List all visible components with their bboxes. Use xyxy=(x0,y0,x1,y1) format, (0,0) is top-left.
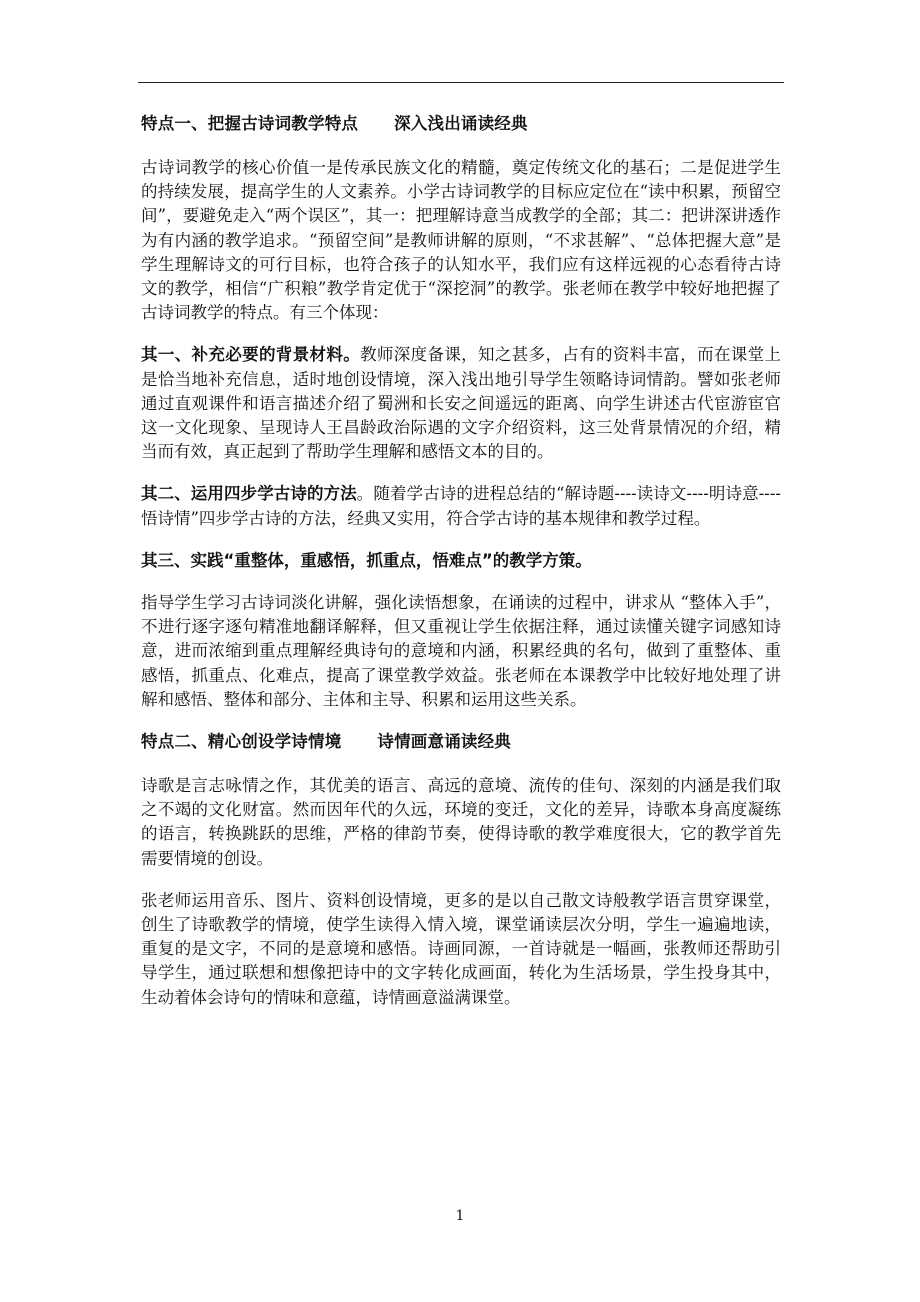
section2-title: 特点二、精心创设学诗情境 xyxy=(141,732,342,752)
header-rule xyxy=(138,82,784,83)
page-number: 1 xyxy=(455,1208,465,1224)
point2-paragraph xyxy=(141,482,781,530)
section1-title: 特点一、把握古诗词教学特点 xyxy=(141,114,359,133)
point1-body: 教师深度备课，知之甚多，占有的资料丰富，而在课堂上是恰当地补充信息，适时地创设情境，深入浅出地引导学生领略诗词情韵。譬如张老师通过直观课件和语言描述介绍了蜀洲和长安之间遥远的距离、向学生讲述古代宦游宦官这一文化现象、呈现诗人王昌龄政治际遇的文字介绍资料，这三处背景情况的介绍，精当而有效，真正起到了帮助学生理解和感悟文本的目的。 xyxy=(141,345,782,462)
point3-heading: 其三、实践“重整体，重感悟，抓重点，悟难点”的教学方策。 xyxy=(141,550,592,570)
section1-heading xyxy=(141,112,781,136)
section2-para1: 诗歌是言志咏情之作，其优美的语言、高远的意境、流传的佳句、深刻的内涵是我们取之不竭的文化财富。然而因年代的久远，环境的变迁，文化的差异，诗歌本身高度凝练的语言，转换跳跃的思维，严格的律韵节奏，使得诗歌的教学难度很大，它的教学首先需要情境的创设。 xyxy=(141,776,781,868)
section2-heading xyxy=(141,730,781,754)
section1-intro: 古诗词教学的核心价值一是传承民族文化的精髓，奠定传统文化的基石；二是促进学生的持续发展，提高学生的人文素养。小学古诗词教学的目标应定位在“读中积累，预留空间”，要避免走入“两个误区”，其一：把理解诗意当成教学的全部；其二：把讲深讲透作为有内涵的教学追求。“预留空间”是教师讲解的原则，“不求甚解”、“总体把握大意”是学生理解诗文的可行目标，也符合孩子的认知水平，我们应有这样远视的心态看待古诗文的教学，相信“广积粮”教学肯定优于“深挖洞”的教学。张老师在教学中较好地把握了古诗词教学的特点。有三个体现： xyxy=(141,158,781,323)
section2-para2: 张老师运用音乐、图片、资料创设情境，更多的是以自己散文诗般教学语言贯穿课堂，创生了诗歌教学的情境，使学生读得入情入境，课堂诵读层次分明，学生一遍遍地读，重复的是文字，不同的是意境和感悟。诗画同源，一首诗就是一幅画，张教师还帮助引导学生，通过联想和想像把诗中的文字转化成画面，转化为生活场景，学生投身其中，生动着体会诗句的情味和意蕴，诗情画意溢满课堂。 xyxy=(141,890,781,1007)
point2-lead: 其二、运用四步学古诗的方法 xyxy=(141,484,357,504)
document-body xyxy=(141,100,781,1028)
point3-body: 指导学生学习古诗词淡化讲解，强化读悟想象，在诵读的过程中，讲求从 “整体入手”，不进行逐字逐句精准地翻译解释，但又重视让学生依据注释，通过读懂关键字词感知诗意，进而浓缩到重点理解经典诗句的意境和内涵，积累经典的名句，做到了重整体、重感悟，抓重点、化难点，提高了课堂教学效益。张老师在本课教学中比较好地处理了讲解和感悟、整体和部分、主体和主导、积累和运用这些关系。 xyxy=(141,593,781,709)
point2-body: 。随着学古诗的进程总结的“解诗题----读诗文----明诗意----悟诗情”四步学古诗的方法，经典又实用，符合学古诗的基本规律和教学过程。 xyxy=(141,484,782,528)
section2-subtitle: 诗情画意诵读经典 xyxy=(377,732,512,752)
section1-subtitle: 深入浅出诵读经典 xyxy=(394,114,528,133)
point1-lead: 其一、补充必要的背景材料。 xyxy=(141,345,361,365)
point1-paragraph xyxy=(141,343,781,464)
